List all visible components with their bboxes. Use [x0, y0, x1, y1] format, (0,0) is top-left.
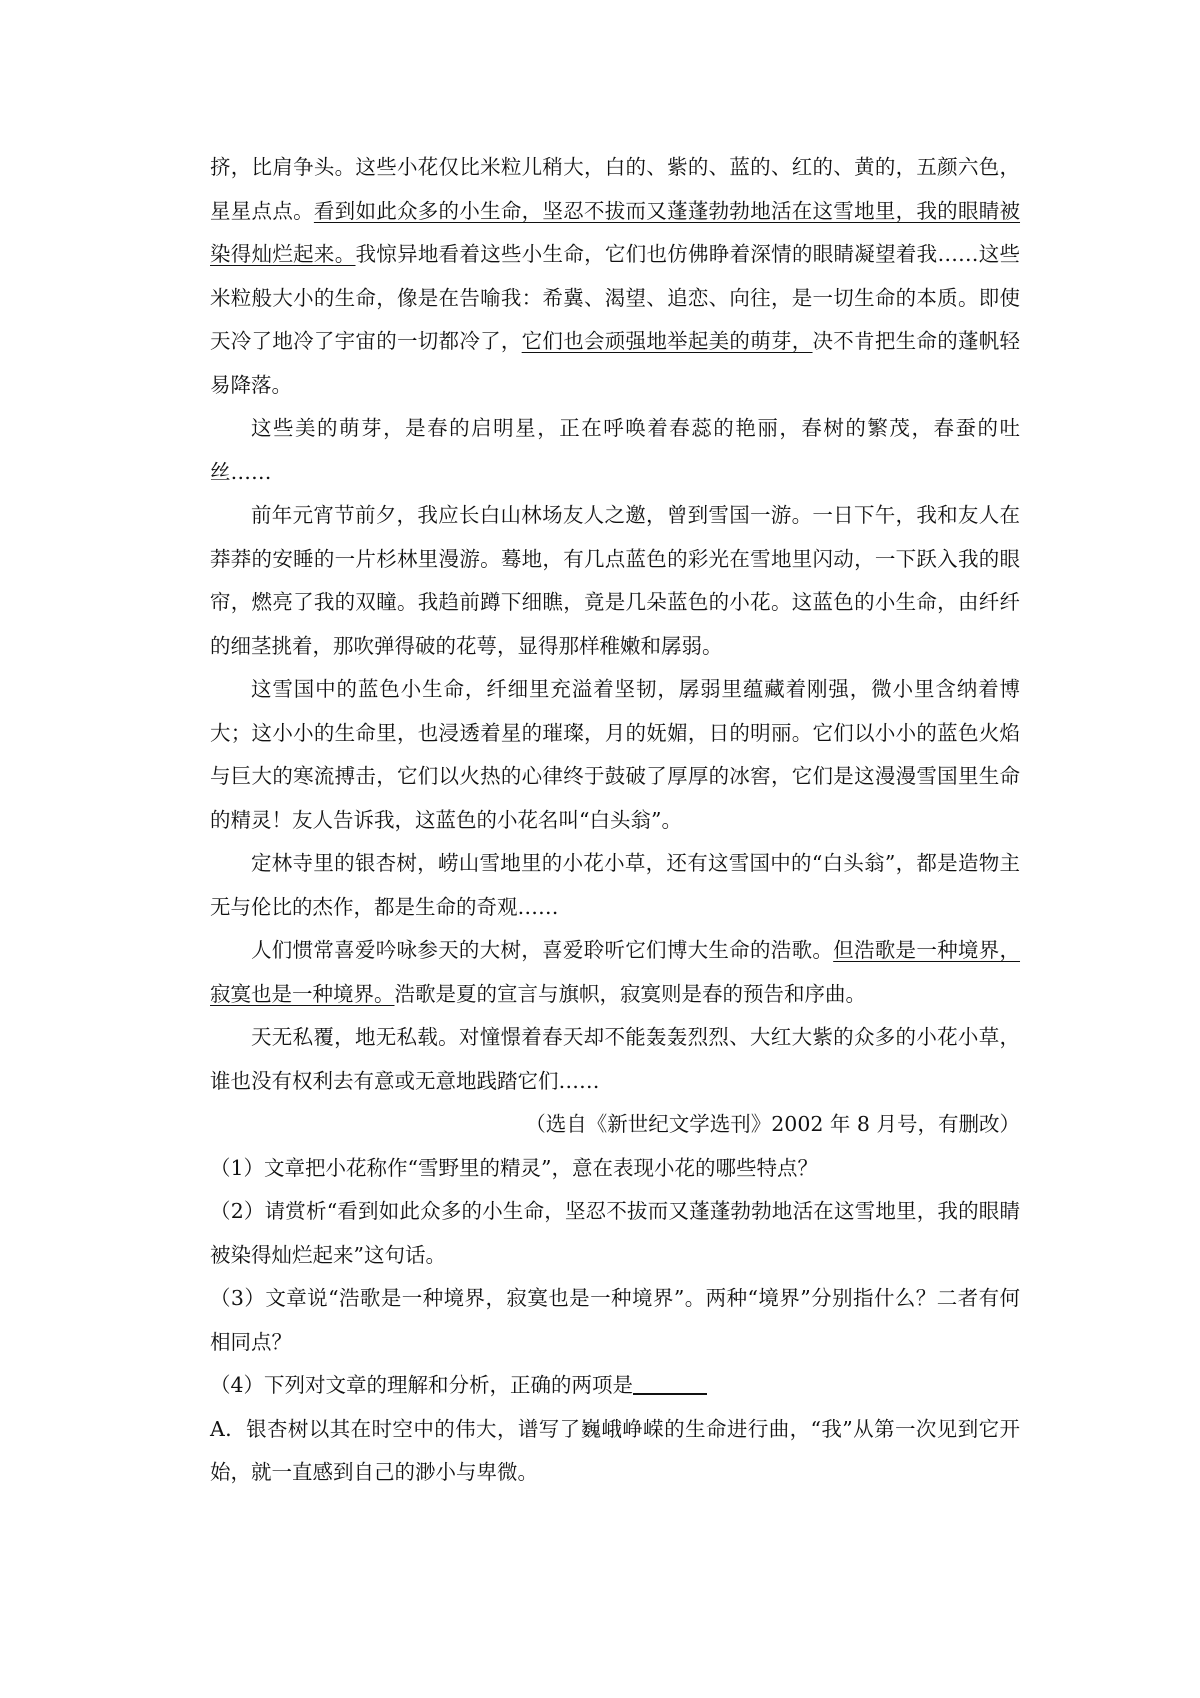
paragraph-5: 定林寺里的银杏树，崂山雪地里的小花小草，还有这雪国中的“白头翁”，都是造物主无与伦比的杰作，都是生命的奇观…… — [210, 851, 1020, 919]
paragraph-6 — [210, 929, 1020, 1016]
question-4 — [210, 1364, 1020, 1408]
option-a: A．银杏树以其在时空中的伟大，谱写了巍峨峥嵘的生命进行曲，“我”从第一次见到它开始，就一直感到自己的渺小与卑微。 — [210, 1416, 1020, 1484]
underlined-sentence-eyes: 看到如此众多的小生命，坚忍不拔而又蓬蓬勃勃地活在这雪地里，我的眼睛被染得灿烂起来。 — [210, 198, 1021, 266]
source-citation: （选自《新世纪文学选刊》2002 年 8 月号，有删改） — [525, 1112, 1020, 1136]
question-1: （1）文章把小花称作“雪野里的精灵”，意在表现小花的哪些特点？ — [210, 1155, 819, 1180]
paragraph-1-text-c: 决不肯把生命的蓬帆轻易降落。 — [210, 329, 1021, 397]
paragraph-6-text-a: 人们惯常喜爱吟咏参天的大树，喜爱聆听它们博大生命的浩歌。 — [251, 938, 834, 962]
paragraph-1 — [210, 146, 1020, 407]
paragraph-4: 这雪国中的蓝色小生命，纤细里充溢着坚韧，孱弱里蕴藏着刚强，微小里含纳着博大；这小小的生命里，也浸透着星的璀璨，月的妩媚，日的明丽。它们以小小的蓝色火焰与巨大的寒流搏击，它们以火热的心律终于鼓破了厚厚的冰窖，它们是这漫漫雪国里生命的精灵！友人告诉我，这蓝色的小花名叫“白头翁”。 — [210, 677, 1020, 832]
answer-blank[interactable] — [633, 1373, 707, 1396]
question-4-text: （4）下列对文章的理解和分析，正确的两项是 — [210, 1373, 634, 1397]
paragraph-6-text-b: 浩歌是夏的宣言与旗帜，寂寞则是春的预告和序曲。 — [394, 981, 866, 1006]
document-page — [210, 146, 1020, 1495]
question-3: （3）文章说“浩歌是一种境界，寂寞也是一种境界”。两种“境界”分别指什么？二者有何相同点？ — [210, 1286, 1020, 1354]
underlined-sentence-realm: 但浩歌是一种境界，寂寞也是一种境界。 — [210, 938, 1021, 1006]
paragraph-1-text-a: 挤，比肩争头。这些小花仅比米粒儿稍大，白的、紫的、蓝的、红的、黄的，五颜六色，星星点点。 — [210, 155, 1020, 223]
paragraph-7: 天无私覆，地无私载。对憧憬着春天却不能轰轰烈烈、大红大紫的众多的小花小草，谁也没有权利去有意或无意地践踏它们…… — [210, 1025, 1020, 1093]
underlined-sentence-sprout: 它们也会顽强地举起美的萌芽， — [521, 329, 813, 353]
question-2: （2）请赏析“看到如此众多的小生命，坚忍不拔而又蓬蓬勃勃地活在这雪地里，我的眼睛被染得灿烂起来”这句话。 — [210, 1199, 1020, 1267]
paragraph-3: 前年元宵节前夕，我应长白山林场友人之邀，曾到雪国一游。一日下午，我和友人在莽莽的安睡的一片杉林里漫游。蓦地，有几点蓝色的彩光在雪地里闪动，一下跃入我的眼帘，燃亮了我的双瞳。我趋前蹲下细瞧，竟是几朵蓝色的小花。这蓝色的小生命，由纤纤的细茎挑着，那吹弹得破的花萼，显得那样稚嫩和孱弱。 — [210, 503, 1020, 658]
paragraph-1-text-b: 我惊异地看着这些小生命，它们也仿佛睁着深情的眼睛凝望着我……这些米粒般大小的生命，像是在告喻我：希冀、渴望、追恋、向往，是一切生命的本质。即使天冷了地冷了宇宙的一切都冷了， — [210, 242, 1021, 353]
paragraph-2: 这些美的萌芽，是春的启明星，正在呼唤着春蕊的艳丽，春树的繁茂，春蚕的吐丝…… — [210, 416, 1020, 484]
